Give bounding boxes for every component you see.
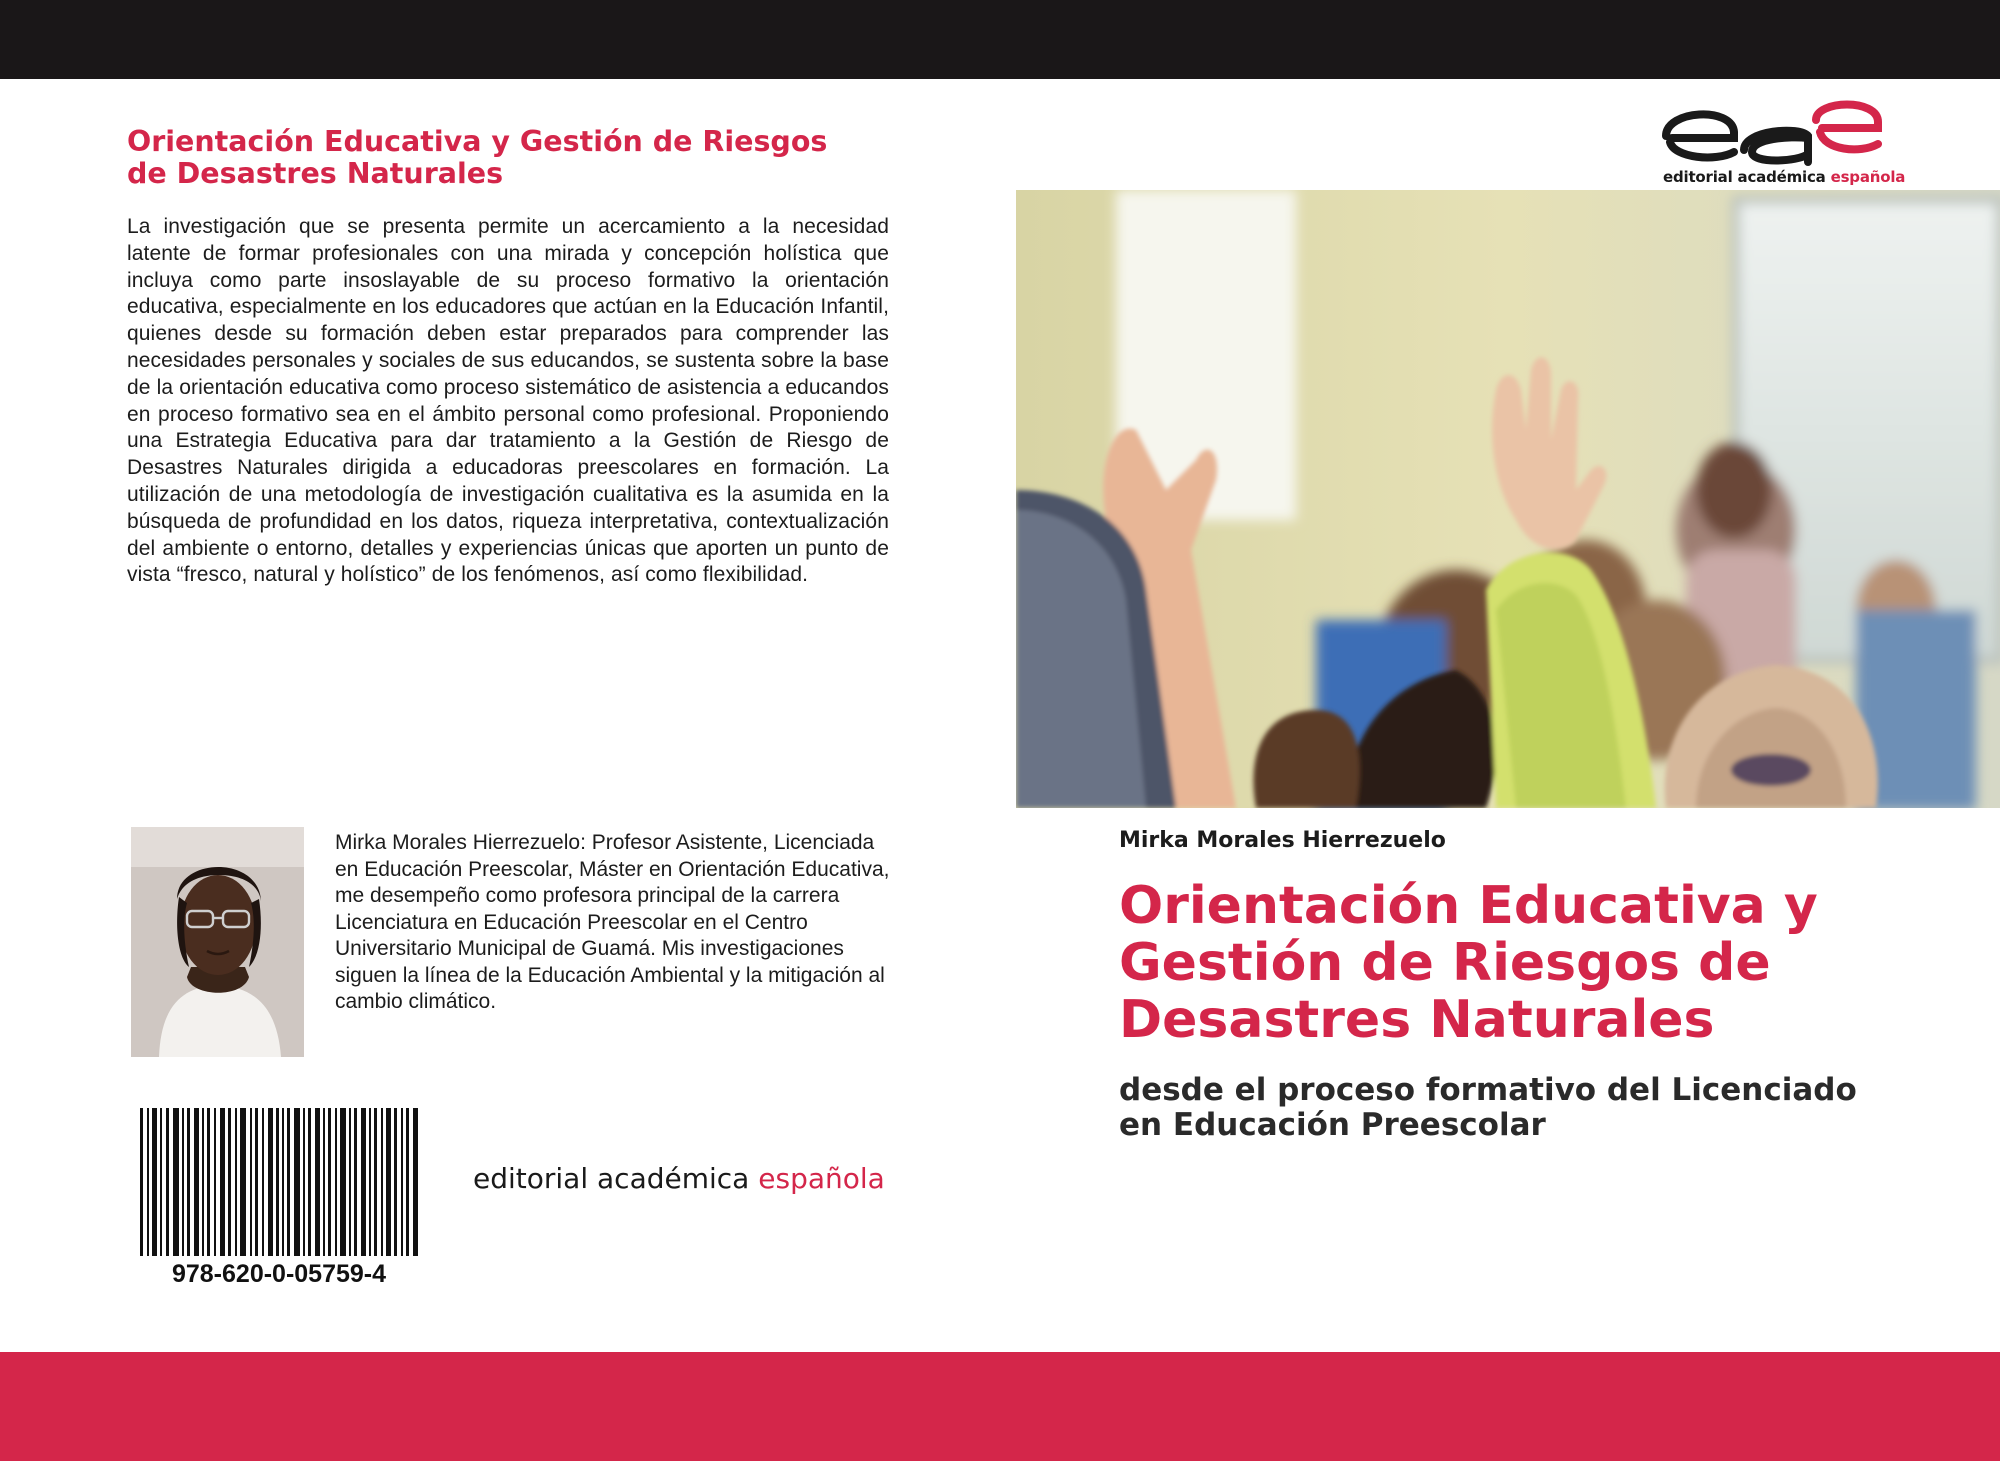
front-title-line: Desastres Naturales [1119, 990, 1715, 1050]
publisher-name-accent: española [758, 1162, 885, 1195]
barcode [140, 1108, 418, 1256]
front-subtitle-line: en Educación Preescolar [1119, 1107, 1546, 1143]
front-title-line: Gestión de Riesgos de [1119, 933, 1771, 993]
publisher-name [473, 1162, 885, 1195]
logo-caption-accent: española [1830, 168, 1906, 186]
top-band [0, 0, 2000, 79]
back-cover-title [127, 126, 887, 190]
publisher-name-main: editorial académica [473, 1162, 759, 1195]
front-subtitle-line: desde el proceso formativo del Licenciado [1119, 1072, 1857, 1108]
back-title-line: de Desastres Naturales [127, 157, 504, 190]
front-title [1119, 878, 1979, 1049]
isbn-number: 978-620-0-05759-4 [171, 1260, 387, 1288]
front-title-line: Orientación Educativa y [1119, 876, 1818, 936]
book-description: La investigación que se presenta permite un acercamiento a la necesidad latente de formar profesionales con una mirada y concepción holística que incluya como parte insoslayable de su proceso formativo la orientación educativa, especialmente en los educadores que actúan en la Educación Infantil, quienes desde su formación deben estar preparados para comprender las necesidades personales y sociales de sus educandos, se sustenta sobre la base de la orientación educativa como proceso sistemático de asistencia a educandos en proceso formativo sea en el ámbito personal como profesional. Proponiendo una Estrategia Educativa para dar tratamiento a la Gestión de Riesgo de Desastres Naturales dirigida a educadoras preescolares en formación. La utilización de una metodología de investigación cualitativa es la asumida en la búsqueda de profundidad en los datos, riqueza interpretativa, contextualización del ambiente o entorno, detalles y experiencias únicas que aporten un punto de vista “fresco, natural y holístico” de los fenómenos, así como flexibilidad. [127, 215, 889, 587]
logo-caption-main: editorial académica [1663, 168, 1831, 186]
author-bio: Mirka Morales Hierrezuelo: Profesor Asistente, Licenciada en Educación Preescolar, Máster en Orientación Educativa, me desempeño como profesora principal de la carrera Licenciatura en Educación Preescolar en el Centro Universitario Municipal de Guamá. Mis investigaciones siguen la línea de la Educación Ambiental y la mitigación al cambio climático. [335, 831, 890, 1013]
author-photo [131, 827, 304, 1057]
eae-logo-icon [1660, 96, 1882, 166]
front-author-name: Mirka Morales Hierrezuelo [1119, 828, 1446, 853]
publisher-logo [1660, 96, 1906, 188]
classroom-photo [1016, 190, 2000, 808]
bottom-band [0, 1352, 2000, 1461]
front-subtitle [1119, 1073, 1979, 1143]
logo-caption [1663, 168, 1905, 186]
back-title-line: Orientación Educativa y Gestión de Riesgos [127, 125, 828, 158]
